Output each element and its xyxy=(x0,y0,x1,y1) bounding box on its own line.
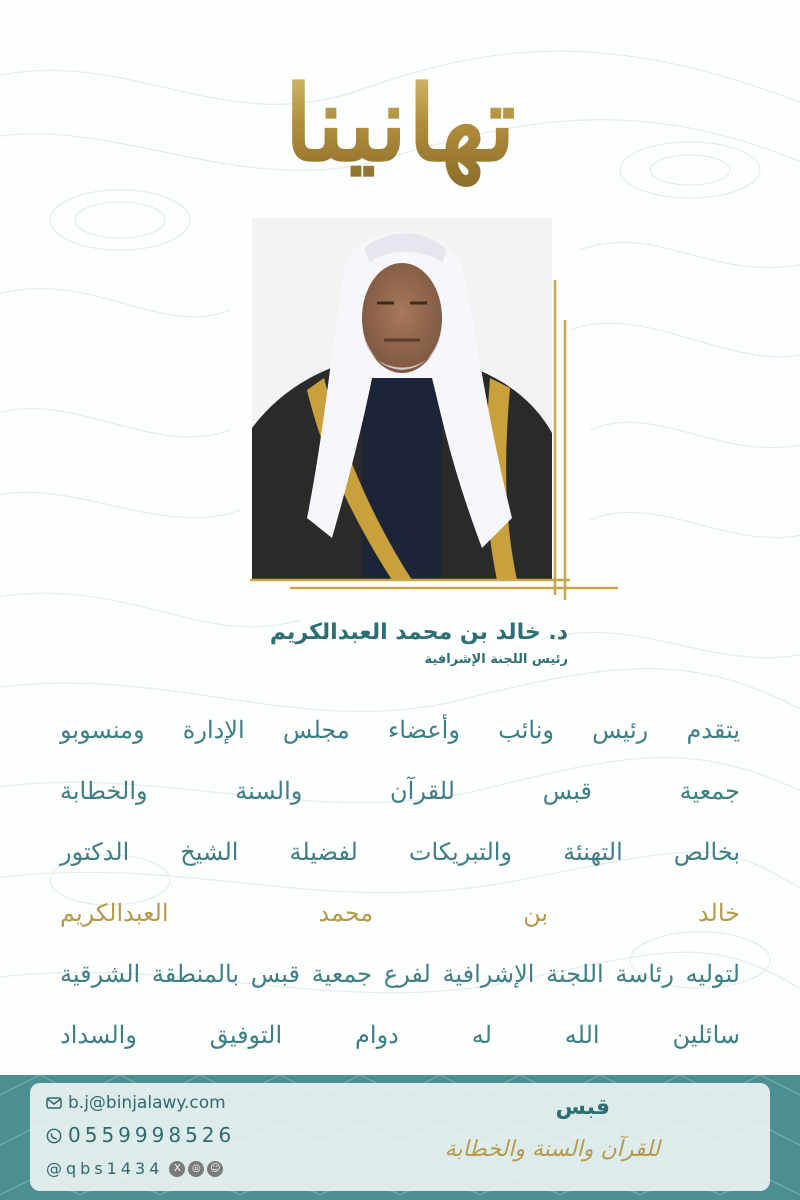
handle-text: @qbs1434 xyxy=(46,1159,164,1178)
headline-text: تهانينا xyxy=(284,62,516,185)
phone-contact[interactable] xyxy=(46,1123,235,1147)
snapchat-icon[interactable]: ☺ xyxy=(207,1161,223,1177)
person-name: د. خالد بن محمد العبدالكريم xyxy=(269,620,568,645)
email-text: b.j@binjalawy.com xyxy=(68,1093,226,1113)
message-line: لتوليه رئاسة اللجنة الإشرافية لفرع جمعية قبس بالمنطقة الشرقية xyxy=(60,960,740,988)
x-icon[interactable]: X xyxy=(169,1161,185,1177)
headline-calligraphy xyxy=(0,20,800,230)
logo-title: قبس xyxy=(555,1095,610,1120)
instagram-icon[interactable]: ◎ xyxy=(188,1161,204,1177)
message-line: يتقدم رئيس ونائب وأعضاء مجلس الإدارة ومنسوبو xyxy=(60,716,740,744)
gold-frame-lines xyxy=(240,270,630,610)
message-line-highlight: خالد بن محمد العبدالكريم xyxy=(60,899,740,927)
message-line: بخالص التهنئة والتبريكات لفضيلة الشيخ الدكتور xyxy=(60,838,740,866)
footer-bar xyxy=(0,1075,800,1200)
social-icons xyxy=(169,1161,223,1177)
message-line: سائلين الله له دوام التوفيق والسداد xyxy=(60,1021,740,1049)
footer-panel xyxy=(30,1083,770,1191)
whatsapp-icon xyxy=(46,1127,62,1143)
logo-subtitle: للقرآن والسنة والخطابة xyxy=(444,1137,660,1162)
person-role: رئيس اللجنة الإشرافية xyxy=(424,652,568,667)
phone-text: 0559998526 xyxy=(68,1123,236,1147)
email-icon xyxy=(46,1095,62,1111)
email-contact[interactable] xyxy=(46,1093,226,1113)
message-line: جمعية قبس للقرآن والسنة والخطابة xyxy=(60,777,740,805)
social-contact[interactable] xyxy=(46,1159,223,1178)
message-body xyxy=(60,700,740,1066)
